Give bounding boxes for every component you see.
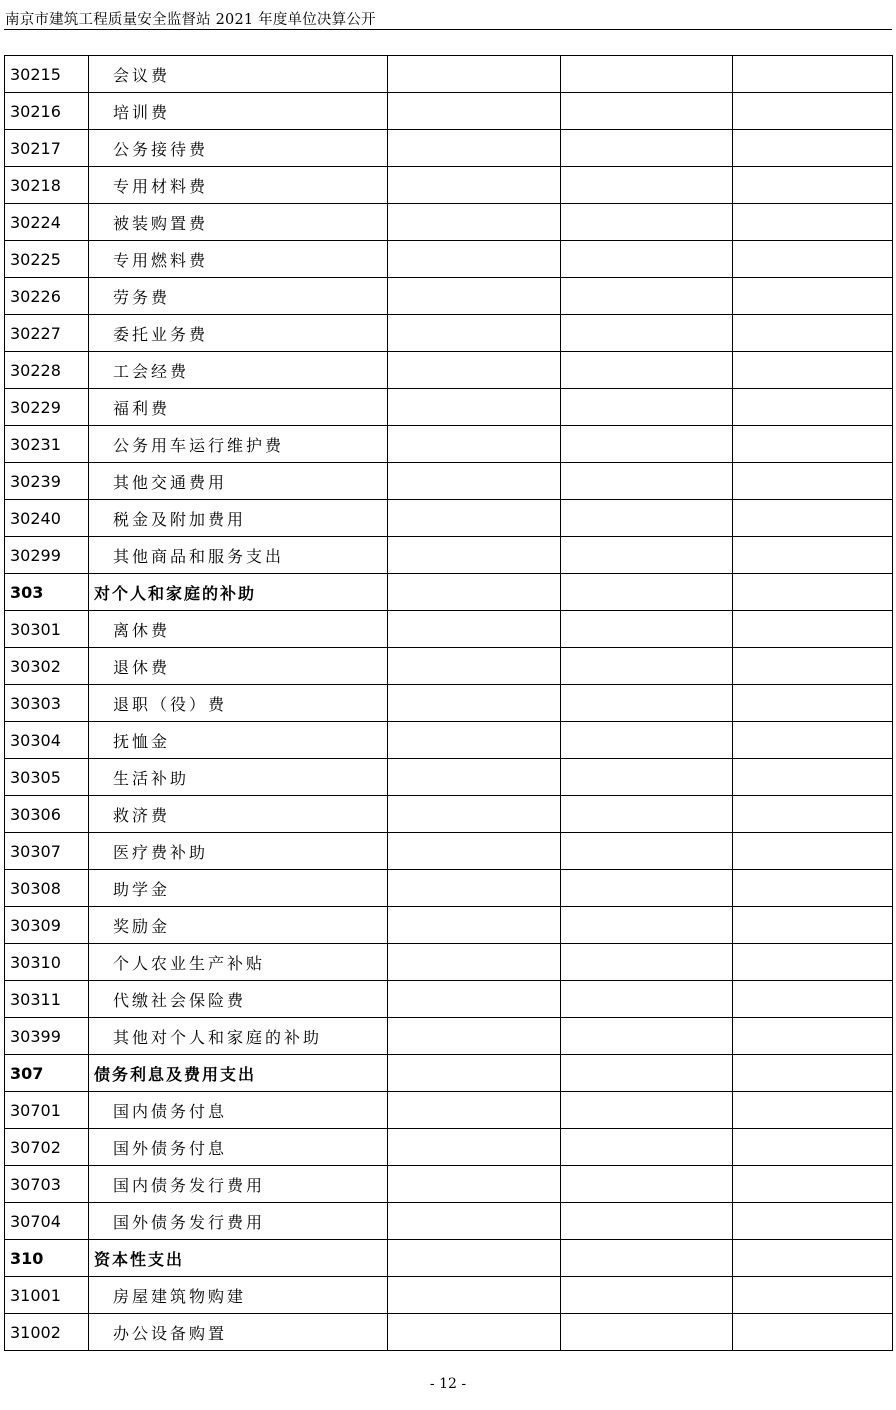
amount-cell	[733, 944, 893, 981]
amount-cell	[561, 981, 733, 1018]
amount-cell	[561, 426, 733, 463]
subject-name-cell: 工会经费	[89, 352, 388, 389]
amount-cell	[733, 611, 893, 648]
amount-cell	[561, 648, 733, 685]
table-row	[5, 870, 893, 907]
table-row	[5, 130, 893, 167]
amount-cell	[733, 1092, 893, 1129]
amount-cell	[561, 463, 733, 500]
table-row	[5, 1203, 893, 1240]
amount-cell	[388, 278, 561, 315]
amount-cell	[388, 241, 561, 278]
amount-cell	[388, 500, 561, 537]
subject-name-cell: 会议费	[89, 56, 388, 93]
amount-cell	[733, 426, 893, 463]
subject-name-cell: 国内债务发行费用	[89, 1166, 388, 1203]
amount-cell	[561, 278, 733, 315]
subject-name-cell: 劳务费	[89, 278, 388, 315]
amount-cell	[388, 537, 561, 574]
amount-cell	[561, 611, 733, 648]
amount-cell	[733, 204, 893, 241]
amount-cell	[388, 1018, 561, 1055]
subject-code-cell: 30701	[5, 1092, 89, 1129]
subject-name-cell: 被装购置费	[89, 204, 388, 241]
amount-cell	[561, 93, 733, 130]
subject-code-cell: 30399	[5, 1018, 89, 1055]
table-row	[5, 759, 893, 796]
table-row	[5, 981, 893, 1018]
table-row	[5, 685, 893, 722]
amount-cell	[388, 907, 561, 944]
amount-cell	[388, 1055, 561, 1092]
subject-code-cell: 30231	[5, 426, 89, 463]
table-row	[5, 944, 893, 981]
amount-cell	[561, 944, 733, 981]
amount-cell	[733, 56, 893, 93]
table-row	[5, 204, 893, 241]
amount-cell	[388, 56, 561, 93]
amount-cell	[561, 1055, 733, 1092]
amount-cell	[561, 130, 733, 167]
subject-name-cell: 其他对个人和家庭的补助	[89, 1018, 388, 1055]
subject-name-cell: 房屋建筑物购建	[89, 1277, 388, 1314]
amount-cell	[561, 1314, 733, 1351]
amount-cell	[561, 241, 733, 278]
subject-code-cell: 30229	[5, 389, 89, 426]
subject-name-cell: 生活补助	[89, 759, 388, 796]
subject-code-cell: 30224	[5, 204, 89, 241]
amount-cell	[733, 1018, 893, 1055]
subject-name-cell: 专用材料费	[89, 167, 388, 204]
subject-code-cell: 30309	[5, 907, 89, 944]
amount-cell	[733, 500, 893, 537]
subject-name-cell: 其他商品和服务支出	[89, 537, 388, 574]
amount-cell	[388, 1277, 561, 1314]
amount-cell	[561, 1092, 733, 1129]
subject-code-cell: 30302	[5, 648, 89, 685]
amount-cell	[388, 611, 561, 648]
subject-name-cell: 奖励金	[89, 907, 388, 944]
subject-name-cell: 国内债务付息	[89, 1092, 388, 1129]
amount-cell	[561, 1018, 733, 1055]
amount-cell	[388, 759, 561, 796]
amount-cell	[388, 796, 561, 833]
amount-cell	[561, 722, 733, 759]
table-row	[5, 1277, 893, 1314]
subject-code-cell: 30305	[5, 759, 89, 796]
subject-name-cell: 委托业务费	[89, 315, 388, 352]
subject-name-cell: 资本性支出	[89, 1240, 388, 1277]
header-divider	[4, 29, 892, 30]
subject-name-cell: 抚恤金	[89, 722, 388, 759]
table-row	[5, 241, 893, 278]
subject-name-cell: 国外债务发行费用	[89, 1203, 388, 1240]
amount-cell	[561, 1166, 733, 1203]
subject-code-cell: 30311	[5, 981, 89, 1018]
subject-name-cell: 退职（役）费	[89, 685, 388, 722]
subject-name-cell: 办公设备购置	[89, 1314, 388, 1351]
amount-cell	[733, 722, 893, 759]
amount-cell	[733, 352, 893, 389]
subject-code-cell: 30303	[5, 685, 89, 722]
amount-cell	[388, 315, 561, 352]
table-row	[5, 463, 893, 500]
table-row	[5, 93, 893, 130]
amount-cell	[733, 537, 893, 574]
amount-cell	[733, 907, 893, 944]
table-row	[5, 278, 893, 315]
amount-cell	[388, 1314, 561, 1351]
subject-code-cell: 30702	[5, 1129, 89, 1166]
subject-code-cell: 30240	[5, 500, 89, 537]
subject-code-cell: 30306	[5, 796, 89, 833]
subject-name-cell: 救济费	[89, 796, 388, 833]
table-row	[5, 1166, 893, 1203]
subject-name-cell: 医疗费补助	[89, 833, 388, 870]
subject-code-cell: 30217	[5, 130, 89, 167]
amount-cell	[388, 1166, 561, 1203]
table-row	[5, 907, 893, 944]
table-category-row	[5, 1055, 893, 1092]
subject-code-cell: 30704	[5, 1203, 89, 1240]
subject-code-cell: 30310	[5, 944, 89, 981]
amount-cell	[733, 1203, 893, 1240]
amount-cell	[561, 1129, 733, 1166]
subject-name-cell: 公务接待费	[89, 130, 388, 167]
subject-code-cell: 30301	[5, 611, 89, 648]
amount-cell	[733, 315, 893, 352]
amount-cell	[733, 1129, 893, 1166]
expenditure-table	[4, 55, 893, 1351]
table-row	[5, 537, 893, 574]
amount-cell	[561, 1277, 733, 1314]
table-row	[5, 1129, 893, 1166]
amount-cell	[733, 574, 893, 611]
amount-cell	[561, 352, 733, 389]
amount-cell	[388, 1240, 561, 1277]
amount-cell	[561, 796, 733, 833]
table-row	[5, 1092, 893, 1129]
amount-cell	[561, 537, 733, 574]
table-row	[5, 833, 893, 870]
amount-cell	[733, 833, 893, 870]
subject-code-cell: 30226	[5, 278, 89, 315]
table-category-row	[5, 574, 893, 611]
amount-cell	[733, 278, 893, 315]
amount-cell	[388, 426, 561, 463]
subject-code-cell: 30227	[5, 315, 89, 352]
subject-name-cell: 国外债务付息	[89, 1129, 388, 1166]
amount-cell	[388, 833, 561, 870]
amount-cell	[388, 167, 561, 204]
amount-cell	[388, 93, 561, 130]
table-row	[5, 167, 893, 204]
subject-name-cell: 其他交通费用	[89, 463, 388, 500]
amount-cell	[733, 93, 893, 130]
table-row	[5, 389, 893, 426]
amount-cell	[733, 1166, 893, 1203]
table-row	[5, 426, 893, 463]
subject-name-cell: 离休费	[89, 611, 388, 648]
subject-code-cell: 30228	[5, 352, 89, 389]
subject-code-cell: 31001	[5, 1277, 89, 1314]
subject-code-cell: 303	[5, 574, 89, 611]
amount-cell	[388, 1129, 561, 1166]
amount-cell	[561, 833, 733, 870]
amount-cell	[733, 796, 893, 833]
amount-cell	[561, 167, 733, 204]
amount-cell	[561, 315, 733, 352]
amount-cell	[388, 944, 561, 981]
amount-cell	[733, 870, 893, 907]
amount-cell	[733, 463, 893, 500]
amount-cell	[561, 1203, 733, 1240]
amount-cell	[388, 463, 561, 500]
subject-name-cell: 退休费	[89, 648, 388, 685]
subject-code-cell: 30216	[5, 93, 89, 130]
amount-cell	[561, 204, 733, 241]
subject-code-cell: 30304	[5, 722, 89, 759]
subject-name-cell: 助学金	[89, 870, 388, 907]
amount-cell	[388, 389, 561, 426]
subject-code-cell: 30225	[5, 241, 89, 278]
subject-name-cell: 对个人和家庭的补助	[89, 574, 388, 611]
subject-code-cell: 30239	[5, 463, 89, 500]
subject-name-cell: 培训费	[89, 93, 388, 130]
amount-cell	[388, 204, 561, 241]
amount-cell	[561, 759, 733, 796]
amount-cell	[733, 1240, 893, 1277]
amount-cell	[733, 167, 893, 204]
amount-cell	[388, 1092, 561, 1129]
subject-name-cell: 债务利息及费用支出	[89, 1055, 388, 1092]
subject-code-cell: 31002	[5, 1314, 89, 1351]
table-category-row	[5, 1240, 893, 1277]
amount-cell	[388, 981, 561, 1018]
subject-code-cell: 30307	[5, 833, 89, 870]
subject-name-cell: 福利费	[89, 389, 388, 426]
page-number: - 12 -	[429, 1376, 467, 1392]
amount-cell	[388, 648, 561, 685]
table-row	[5, 1018, 893, 1055]
subject-code-cell: 310	[5, 1240, 89, 1277]
subject-name-cell: 税金及附加费用	[89, 500, 388, 537]
table-row	[5, 352, 893, 389]
subject-code-cell: 30308	[5, 870, 89, 907]
amount-cell	[733, 759, 893, 796]
amount-cell	[733, 685, 893, 722]
table-row	[5, 315, 893, 352]
amount-cell	[388, 130, 561, 167]
subject-code-cell: 30215	[5, 56, 89, 93]
amount-cell	[561, 389, 733, 426]
amount-cell	[388, 722, 561, 759]
amount-cell	[733, 1055, 893, 1092]
table-row	[5, 611, 893, 648]
amount-cell	[733, 1277, 893, 1314]
amount-cell	[561, 56, 733, 93]
amount-cell	[733, 1314, 893, 1351]
amount-cell	[733, 241, 893, 278]
subject-name-cell: 公务用车运行维护费	[89, 426, 388, 463]
table-row	[5, 56, 893, 93]
amount-cell	[733, 389, 893, 426]
amount-cell	[733, 981, 893, 1018]
table-row	[5, 1314, 893, 1351]
amount-cell	[388, 685, 561, 722]
subject-name-cell: 个人农业生产补贴	[89, 944, 388, 981]
subject-code-cell: 307	[5, 1055, 89, 1092]
amount-cell	[388, 1203, 561, 1240]
table-row	[5, 648, 893, 685]
amount-cell	[388, 352, 561, 389]
amount-cell	[733, 648, 893, 685]
amount-cell	[561, 574, 733, 611]
subject-code-cell: 30218	[5, 167, 89, 204]
amount-cell	[561, 1240, 733, 1277]
amount-cell	[561, 870, 733, 907]
subject-code-cell: 30299	[5, 537, 89, 574]
amount-cell	[561, 685, 733, 722]
document-header: 南京市建筑工程质量安全监督站 2021 年度单位决算公开	[5, 12, 376, 28]
table-row	[5, 796, 893, 833]
subject-name-cell: 专用燃料费	[89, 241, 388, 278]
subject-name-cell: 代缴社会保险费	[89, 981, 388, 1018]
amount-cell	[561, 500, 733, 537]
amount-cell	[388, 870, 561, 907]
amount-cell	[733, 130, 893, 167]
table-row	[5, 722, 893, 759]
table-row	[5, 500, 893, 537]
subject-code-cell: 30703	[5, 1166, 89, 1203]
amount-cell	[388, 574, 561, 611]
amount-cell	[561, 907, 733, 944]
